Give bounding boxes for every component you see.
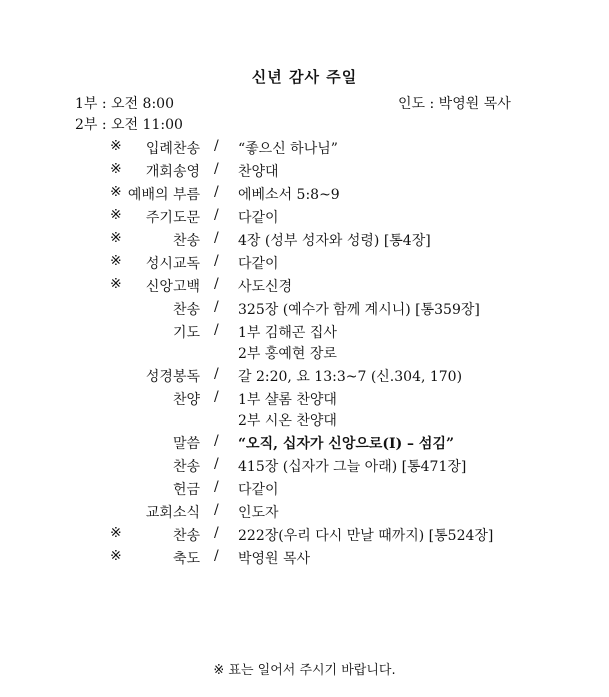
item-label: ※ 축도 — [110, 548, 200, 567]
item-label: ※ 주기도문 — [110, 207, 200, 226]
item-label: 말씀 — [172, 436, 200, 452]
separator: / — [214, 525, 219, 541]
item-value: “좋으신 하나님” — [238, 141, 338, 157]
item-value: 222장(우리 다시 만날 때까지) [통524장] — [238, 528, 494, 544]
separator: / — [214, 479, 219, 495]
order-item — [0, 433, 609, 456]
separator: / — [214, 184, 219, 200]
item-value: 인도자 — [238, 505, 279, 521]
item-value-second: 2부 시온 찬양대 — [238, 413, 337, 429]
separator: / — [214, 207, 219, 223]
item-label: 성경봉독 — [145, 369, 200, 385]
separator: / — [214, 253, 219, 269]
order-item — [0, 299, 609, 322]
separator: / — [214, 230, 219, 246]
order-of-worship — [0, 138, 609, 571]
order-item — [0, 184, 609, 207]
order-item — [0, 456, 609, 479]
item-label: ※ 신앙고백 — [110, 276, 200, 295]
separator: / — [214, 161, 219, 177]
item-value: 1부 김해곤 집사 — [238, 325, 337, 341]
item-value: 325장 (예수가 함께 계시니) [통359장] — [238, 302, 480, 318]
separator: / — [214, 389, 219, 405]
item-value-second: 2부 홍예현 장로 — [238, 346, 337, 362]
bulletin-title: 신년 감사 주일 — [251, 68, 358, 86]
standing-note: ※ 표는 일어서 주시기 바랍니다. — [213, 663, 396, 678]
item-value: 찬양대 — [238, 164, 279, 180]
service-time-first: 1부 : 오전 8:00 — [75, 96, 174, 112]
item-value: 박영원 목사 — [238, 551, 311, 567]
order-item — [0, 389, 609, 433]
order-item — [0, 548, 609, 571]
item-label: 기도 — [172, 325, 200, 341]
item-label: ※ 찬송 — [110, 525, 200, 544]
order-item — [0, 502, 609, 525]
separator: / — [214, 456, 219, 472]
separator: / — [214, 502, 219, 518]
separator: / — [214, 433, 219, 449]
worship-leader: 인도 : 박영원 목사 — [398, 96, 511, 112]
item-value: 사도신경 — [238, 279, 293, 295]
item-label: ※ 개회송영 — [110, 161, 200, 180]
order-item — [0, 253, 609, 276]
item-value: 1부 샬롬 찬양대 — [238, 392, 337, 408]
order-item — [0, 322, 609, 366]
separator: / — [214, 322, 219, 338]
item-label: ※ 성시교독 — [110, 253, 200, 272]
order-item — [0, 161, 609, 184]
item-label: 찬송 — [172, 302, 200, 318]
item-value: 에베소서 5:8~9 — [238, 187, 340, 203]
item-value: 다같이 — [238, 210, 279, 226]
order-item — [0, 479, 609, 502]
separator: / — [214, 299, 219, 315]
item-label: ※ 예배의 부름 — [110, 184, 200, 203]
item-label: ※ 찬송 — [110, 230, 200, 249]
item-value: 다같이 — [238, 256, 279, 272]
item-value: 갈 2:20, 요 13:3~7 (신.304, 170) — [238, 369, 463, 385]
separator: / — [214, 548, 219, 564]
item-label: 교회소식 — [145, 505, 200, 521]
order-item — [0, 276, 609, 299]
separator: / — [214, 366, 219, 382]
item-value: 4장 (성부 성자와 성령) [통4장] — [238, 233, 431, 249]
item-label: ※ 입례찬송 — [110, 138, 200, 157]
item-label: 헌금 — [172, 482, 200, 498]
sermon-title: “오직, 십자가 신앙으로(I) – 섬김” — [238, 436, 455, 452]
service-time-second: 2부 : 오전 11:00 — [75, 117, 183, 133]
separator: / — [214, 138, 219, 154]
item-value: 다같이 — [238, 482, 279, 498]
item-label: 찬송 — [172, 459, 200, 475]
order-item — [0, 366, 609, 389]
order-item — [0, 525, 609, 548]
separator: / — [214, 276, 219, 292]
order-item — [0, 230, 609, 253]
order-item — [0, 138, 609, 161]
item-label: 찬양 — [172, 392, 200, 408]
order-item — [0, 207, 609, 230]
item-value: 415장 (십자가 그늘 아래) [통471장] — [238, 459, 467, 475]
